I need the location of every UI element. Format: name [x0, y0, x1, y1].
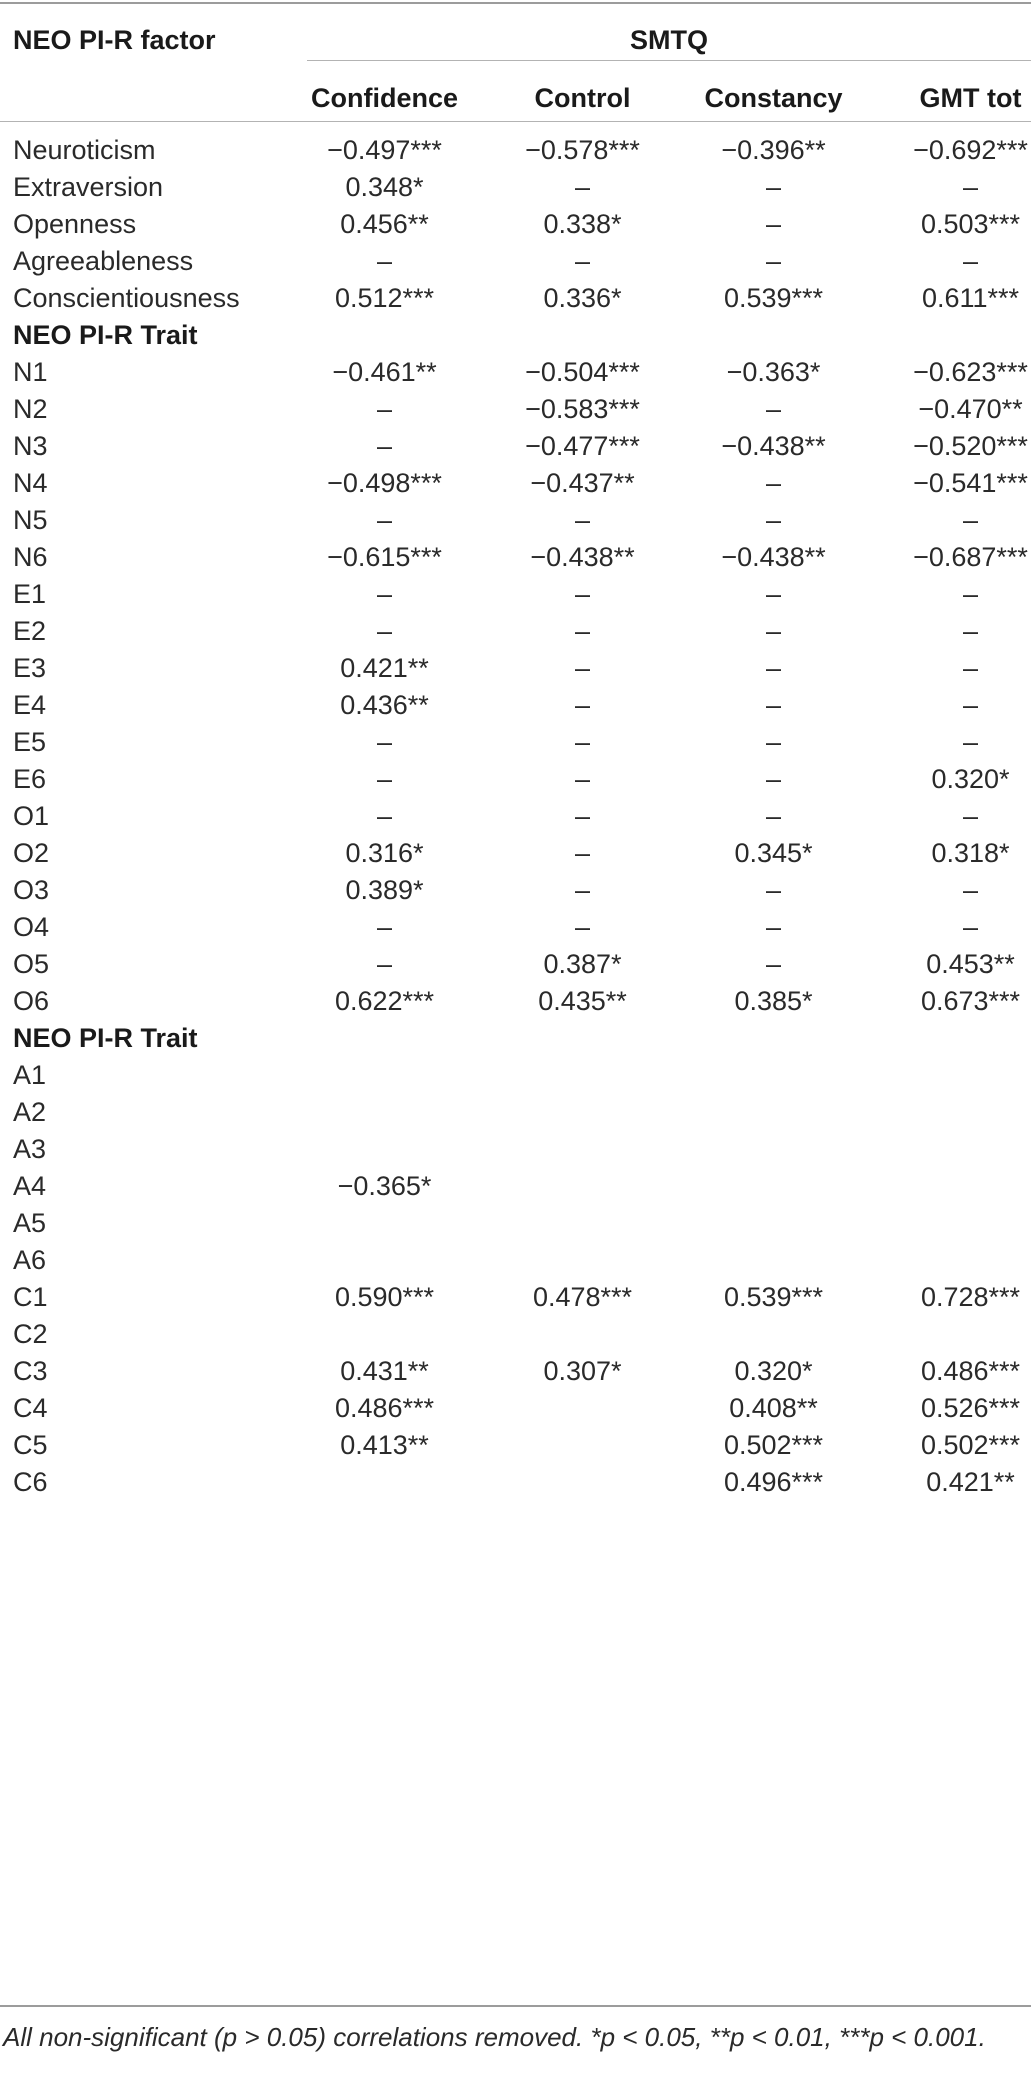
- table-cell: 0.320*: [734, 1356, 813, 1386]
- table-cell: [505, 1207, 660, 1239]
- table-cell: –: [765, 949, 782, 979]
- row-label: O6: [13, 986, 50, 1016]
- table-cell: 0.526***: [920, 1393, 1021, 1423]
- table-cell: –: [765, 505, 782, 535]
- table-cell: –: [962, 727, 979, 757]
- table-cell: –: [574, 246, 591, 276]
- table-cell: –: [574, 727, 591, 757]
- table-cell: 0.728***: [920, 1282, 1021, 1312]
- table-cell: 0.512***: [334, 283, 435, 313]
- table-cell: 0.478***: [532, 1282, 633, 1312]
- table-cell: [696, 1244, 851, 1276]
- table-cell: [505, 1392, 660, 1424]
- table-cell: –: [765, 764, 782, 794]
- row-label: A6: [13, 1245, 47, 1275]
- table-cell: 0.436**: [340, 690, 429, 720]
- table-cell: [307, 1096, 462, 1128]
- table-cell: –: [765, 653, 782, 683]
- row-label: N6: [13, 542, 48, 572]
- table-cell: [505, 1096, 660, 1128]
- table-cell: –: [962, 172, 979, 202]
- row-label: C5: [13, 1430, 48, 1460]
- table-cell: [505, 1318, 660, 1350]
- table-cell: [696, 1207, 851, 1239]
- table-cell: [893, 1244, 1031, 1276]
- column-header-control: Control: [534, 83, 631, 113]
- table-cell: −0.687***: [913, 542, 1028, 572]
- table-cell: 0.385*: [734, 986, 813, 1016]
- table-top-rule: [0, 2, 1031, 4]
- table-footnote: All non-significant (p > 0.05) correlations removed. *p < 0.05, **p < 0.01, ***p < 0.001.: [3, 2022, 986, 2052]
- row-label: Conscientiousness: [13, 283, 240, 313]
- table-cell: [893, 1133, 1031, 1165]
- table-cell: −0.438**: [721, 431, 826, 461]
- row-label: C2: [13, 1319, 48, 1349]
- table-cell: –: [574, 690, 591, 720]
- table-cell: −0.504***: [525, 357, 640, 387]
- table-cell: –: [574, 172, 591, 202]
- table-cell: –: [376, 949, 393, 979]
- table-cell: 0.389*: [345, 875, 424, 905]
- table-cell: 0.348*: [345, 172, 424, 202]
- table-cell: –: [376, 394, 393, 424]
- table-cell: –: [765, 246, 782, 276]
- table-cell: 0.503***: [920, 209, 1021, 239]
- table-cell: –: [574, 912, 591, 942]
- table-cell: 0.345*: [734, 838, 813, 868]
- table-cell: −0.396**: [721, 135, 826, 165]
- row-label: Agreeableness: [13, 246, 194, 276]
- header-bottom-rule: [0, 121, 1031, 122]
- table-cell: [696, 1318, 851, 1350]
- table-cell: [893, 1207, 1031, 1239]
- table-cell: [505, 1429, 660, 1461]
- table-cell: −0.541***: [913, 468, 1028, 498]
- row-label: Openness: [13, 209, 137, 239]
- table-cell: [893, 1059, 1031, 1091]
- column-header-constancy: Constancy: [704, 83, 843, 113]
- table-cell: [307, 1207, 462, 1239]
- row-label: E3: [13, 653, 47, 683]
- table-cell: −0.437**: [530, 468, 635, 498]
- table-cell: [893, 1170, 1031, 1202]
- table-cell: –: [962, 912, 979, 942]
- table-cell: 0.336*: [543, 283, 622, 313]
- table-cell: [307, 1244, 462, 1276]
- row-label: C1: [13, 1282, 48, 1312]
- table-cell: [893, 1318, 1031, 1350]
- table-cell: 0.421**: [340, 653, 429, 683]
- row-label: E6: [13, 764, 47, 794]
- table-cell: 0.590***: [334, 1282, 435, 1312]
- table-cell: 0.413**: [340, 1430, 429, 1460]
- row-label: E2: [13, 616, 47, 646]
- table-cell: [307, 1466, 462, 1498]
- row-label: O1: [13, 801, 50, 831]
- table-cell: [307, 1133, 462, 1165]
- table-cell: 0.387*: [543, 949, 622, 979]
- row-label: O3: [13, 875, 50, 905]
- row-label: A3: [13, 1134, 47, 1164]
- table-cell: 0.431**: [340, 1356, 429, 1386]
- table-cell: –: [765, 801, 782, 831]
- table-cell: −0.497***: [327, 135, 442, 165]
- table-cell: [893, 1096, 1031, 1128]
- table-cell: [696, 1170, 851, 1202]
- table-cell: −0.583***: [525, 394, 640, 424]
- table-cell: –: [376, 764, 393, 794]
- table-cell: –: [962, 505, 979, 535]
- table-cell: –: [765, 690, 782, 720]
- table-cell: 0.486***: [334, 1393, 435, 1423]
- table-cell: [505, 1170, 660, 1202]
- table-cell: 0.453**: [926, 949, 1015, 979]
- table-cell: 0.496***: [723, 1467, 824, 1497]
- table-cell: –: [574, 764, 591, 794]
- row-label: N5: [13, 505, 48, 535]
- table-cell: 0.502***: [723, 1430, 824, 1460]
- table-cell: –: [574, 838, 591, 868]
- table-cell: –: [765, 616, 782, 646]
- row-label: E4: [13, 690, 47, 720]
- table-bottom-rule: [0, 2005, 1031, 2007]
- row-label: C3: [13, 1356, 48, 1386]
- table-cell: −0.365*: [337, 1171, 432, 1201]
- table-cell: 0.408**: [729, 1393, 818, 1423]
- section-heading: NEO PI-R Trait: [13, 1023, 198, 1053]
- row-label: N4: [13, 468, 48, 498]
- table-cell: [696, 1059, 851, 1091]
- table-cell: –: [765, 394, 782, 424]
- table-cell: [696, 1096, 851, 1128]
- table-cell: −0.461**: [332, 357, 437, 387]
- smtq-underline: [307, 60, 1031, 61]
- table-cell: −0.623***: [913, 357, 1028, 387]
- table-cell: –: [376, 431, 393, 461]
- table-cell: –: [376, 616, 393, 646]
- table-cell: –: [962, 690, 979, 720]
- table-cell: 0.320*: [931, 764, 1010, 794]
- table-cell: –: [376, 727, 393, 757]
- row-label: C6: [13, 1467, 48, 1497]
- table-cell: [696, 1133, 851, 1165]
- table-cell: –: [962, 616, 979, 646]
- row-label: O2: [13, 838, 50, 868]
- section-heading: NEO PI-R Trait: [13, 320, 198, 350]
- table-cell: [307, 1318, 462, 1350]
- table-cell: −0.477***: [525, 431, 640, 461]
- table-cell: 0.316*: [345, 838, 424, 868]
- table-cell: –: [574, 653, 591, 683]
- row-label: N1: [13, 357, 48, 387]
- table-cell: [505, 1244, 660, 1276]
- table-cell: –: [765, 172, 782, 202]
- table-cell: –: [962, 653, 979, 683]
- table-cell: –: [765, 875, 782, 905]
- table-cell: –: [376, 801, 393, 831]
- table-cell: –: [574, 875, 591, 905]
- row-label: A5: [13, 1208, 47, 1238]
- row-label: N3: [13, 431, 48, 461]
- table-cell: 0.338*: [543, 209, 622, 239]
- table-cell: –: [765, 209, 782, 239]
- table-cell: [307, 1059, 462, 1091]
- table-cell: –: [574, 616, 591, 646]
- smtq-header: SMTQ: [630, 25, 708, 55]
- row-label: Extraversion: [13, 172, 164, 202]
- table-cell: −0.520***: [913, 431, 1028, 461]
- table-cell: –: [574, 505, 591, 535]
- table-cell: 0.307*: [543, 1356, 622, 1386]
- table-cell: –: [574, 579, 591, 609]
- table-cell: −0.692***: [913, 135, 1028, 165]
- column-header-gmt-tot: GMT tot: [919, 83, 1022, 113]
- table-cell: 0.673***: [920, 986, 1021, 1016]
- table-cell: –: [376, 505, 393, 535]
- factor-header: NEO PI-R factor: [13, 25, 216, 55]
- table-cell: −0.578***: [525, 135, 640, 165]
- table-cell: [505, 1466, 660, 1498]
- table-cell: 0.421**: [926, 1467, 1015, 1497]
- table-cell: −0.363*: [726, 357, 821, 387]
- table-cell: –: [765, 579, 782, 609]
- table-cell: 0.456**: [340, 209, 429, 239]
- table-cell: –: [962, 579, 979, 609]
- table-cell: −0.615***: [327, 542, 442, 572]
- table-cell: −0.438**: [721, 542, 826, 572]
- row-label: N2: [13, 394, 48, 424]
- table-cell: 0.502***: [920, 1430, 1021, 1460]
- table-cell: 0.435**: [538, 986, 627, 1016]
- table-cell: −0.438**: [530, 542, 635, 572]
- table-cell: 0.539***: [723, 1282, 824, 1312]
- table-cell: –: [765, 727, 782, 757]
- row-label: A2: [13, 1097, 47, 1127]
- table-cell: 0.318*: [931, 838, 1010, 868]
- table-cell: 0.622***: [334, 986, 435, 1016]
- row-label: O4: [13, 912, 50, 942]
- row-label: O5: [13, 949, 50, 979]
- table-cell: 0.539***: [723, 283, 824, 313]
- row-label: Neuroticism: [13, 135, 156, 165]
- table-cell: –: [962, 246, 979, 276]
- table-cell: 0.611***: [921, 283, 1020, 313]
- row-label: A1: [13, 1060, 47, 1090]
- table-cell: −0.470**: [918, 394, 1023, 424]
- table-cell: −0.498***: [327, 468, 442, 498]
- table-cell: [505, 1059, 660, 1091]
- table-cell: –: [376, 912, 393, 942]
- table-cell: [505, 1133, 660, 1165]
- table-cell: –: [376, 246, 393, 276]
- row-label: A4: [13, 1171, 47, 1201]
- column-header-confidence: Confidence: [310, 83, 458, 113]
- row-label: C4: [13, 1393, 48, 1423]
- table-cell: –: [962, 801, 979, 831]
- table-cell: –: [574, 801, 591, 831]
- table-cell: 0.486***: [920, 1356, 1021, 1386]
- row-label: E5: [13, 727, 47, 757]
- table-cell: –: [765, 912, 782, 942]
- table-cell: –: [376, 579, 393, 609]
- table-cell: –: [765, 468, 782, 498]
- row-label: E1: [13, 579, 47, 609]
- table-cell: –: [962, 875, 979, 905]
